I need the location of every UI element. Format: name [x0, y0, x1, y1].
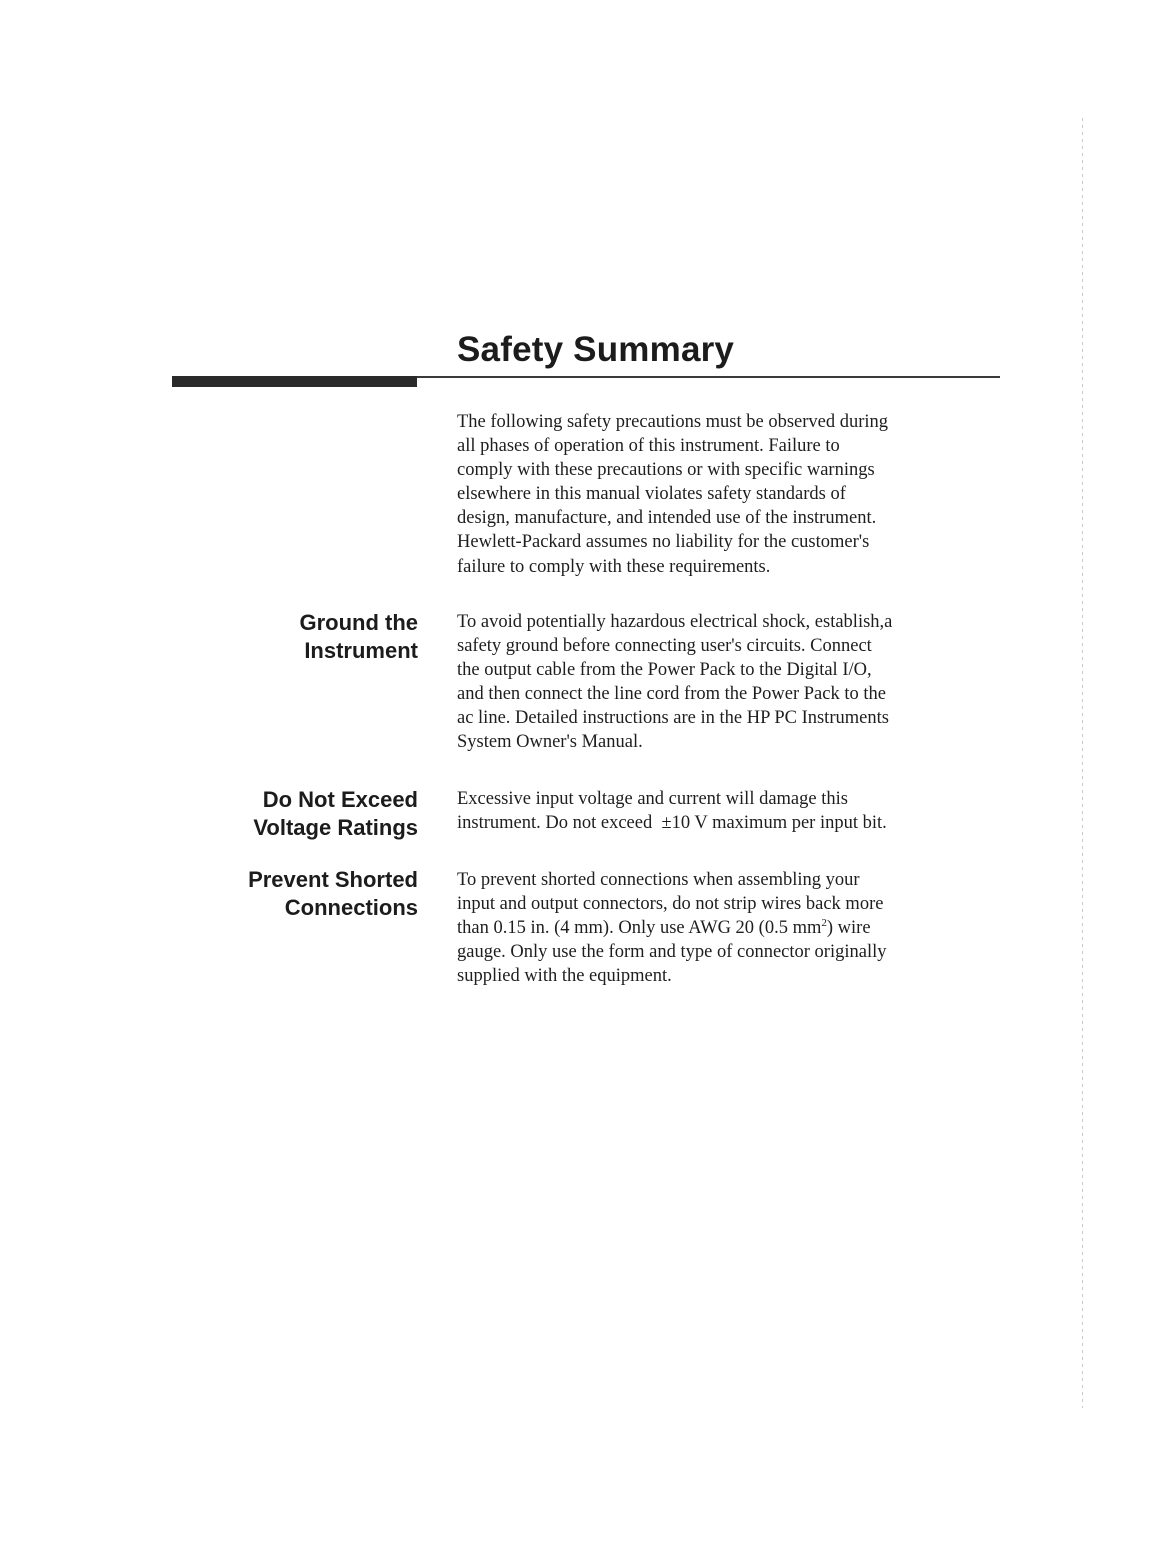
text-line: the output cable from the Power Pack to the Digital I/O, [457, 660, 872, 681]
heading-line: Do Not Exceed [262, 787, 418, 812]
intro-line: failure to comply with these requirements. [457, 556, 771, 577]
section-text-ground [457, 610, 1017, 755]
heading-line: Instrument [304, 638, 418, 663]
intro-line: The following safety precautions must be observed during [457, 412, 889, 432]
text-line: To prevent shorted connections when assembling your [457, 870, 860, 890]
text-line: Excessive input voltage and current will damage this [457, 789, 848, 809]
text-segment: than 0.15 in. (4 mm). Only use AWG 20 (0.5 mm [457, 918, 822, 939]
text-line: supplied with the equipment. [457, 966, 672, 987]
text-line: gauge. Only use the form and type of connector originally [457, 942, 887, 963]
superscript: 2 [821, 917, 827, 930]
text-line: input and output connectors, do not strip wires back more [457, 894, 884, 915]
intro-line: elsewhere in this manual violates safety standards of [457, 484, 846, 505]
heading-line: Ground the [299, 610, 418, 635]
text-line: To avoid potentially hazardous electrical shock, establish,a [457, 612, 893, 632]
intro-paragraph [457, 410, 1017, 579]
page-title: Safety Summary [457, 330, 735, 369]
text-line: ac line. Detailed instructions are in the HP PC Instruments [457, 708, 889, 729]
text-line-with-superscript [457, 916, 1017, 940]
text-line: instrument. Do not exceed ±10 V maximum per input bit. [457, 813, 887, 834]
scan-edge-line [1082, 118, 1083, 1408]
text-line: System Owner's Manual. [457, 732, 643, 753]
heading-line: Connections [284, 895, 418, 920]
intro-line: design, manufacture, and intended use of the instrument. [457, 508, 877, 529]
text-line: and then connect the line cord from the Power Pack to the [457, 684, 886, 705]
text-line: safety ground before connecting user's circuits. Connect [457, 636, 872, 657]
section-heading-ground [158, 609, 418, 665]
section-text-voltage [457, 787, 1017, 835]
section-heading-voltage [158, 786, 418, 842]
intro-line: comply with these precautions or with specific warnings [457, 460, 875, 481]
heading-line: Voltage Ratings [253, 815, 418, 840]
heading-line: Prevent Shorted [248, 867, 418, 892]
intro-line: Hewlett-Packard assumes no liability for the customer's [457, 532, 870, 553]
title-rule-thin [417, 376, 1000, 378]
text-segment: ) wire [826, 918, 871, 939]
section-text-shorted [457, 868, 1017, 988]
intro-line: all phases of operation of this instrument. Failure to [457, 436, 840, 457]
section-heading-shorted [158, 866, 418, 922]
title-rule-thick [172, 376, 417, 387]
